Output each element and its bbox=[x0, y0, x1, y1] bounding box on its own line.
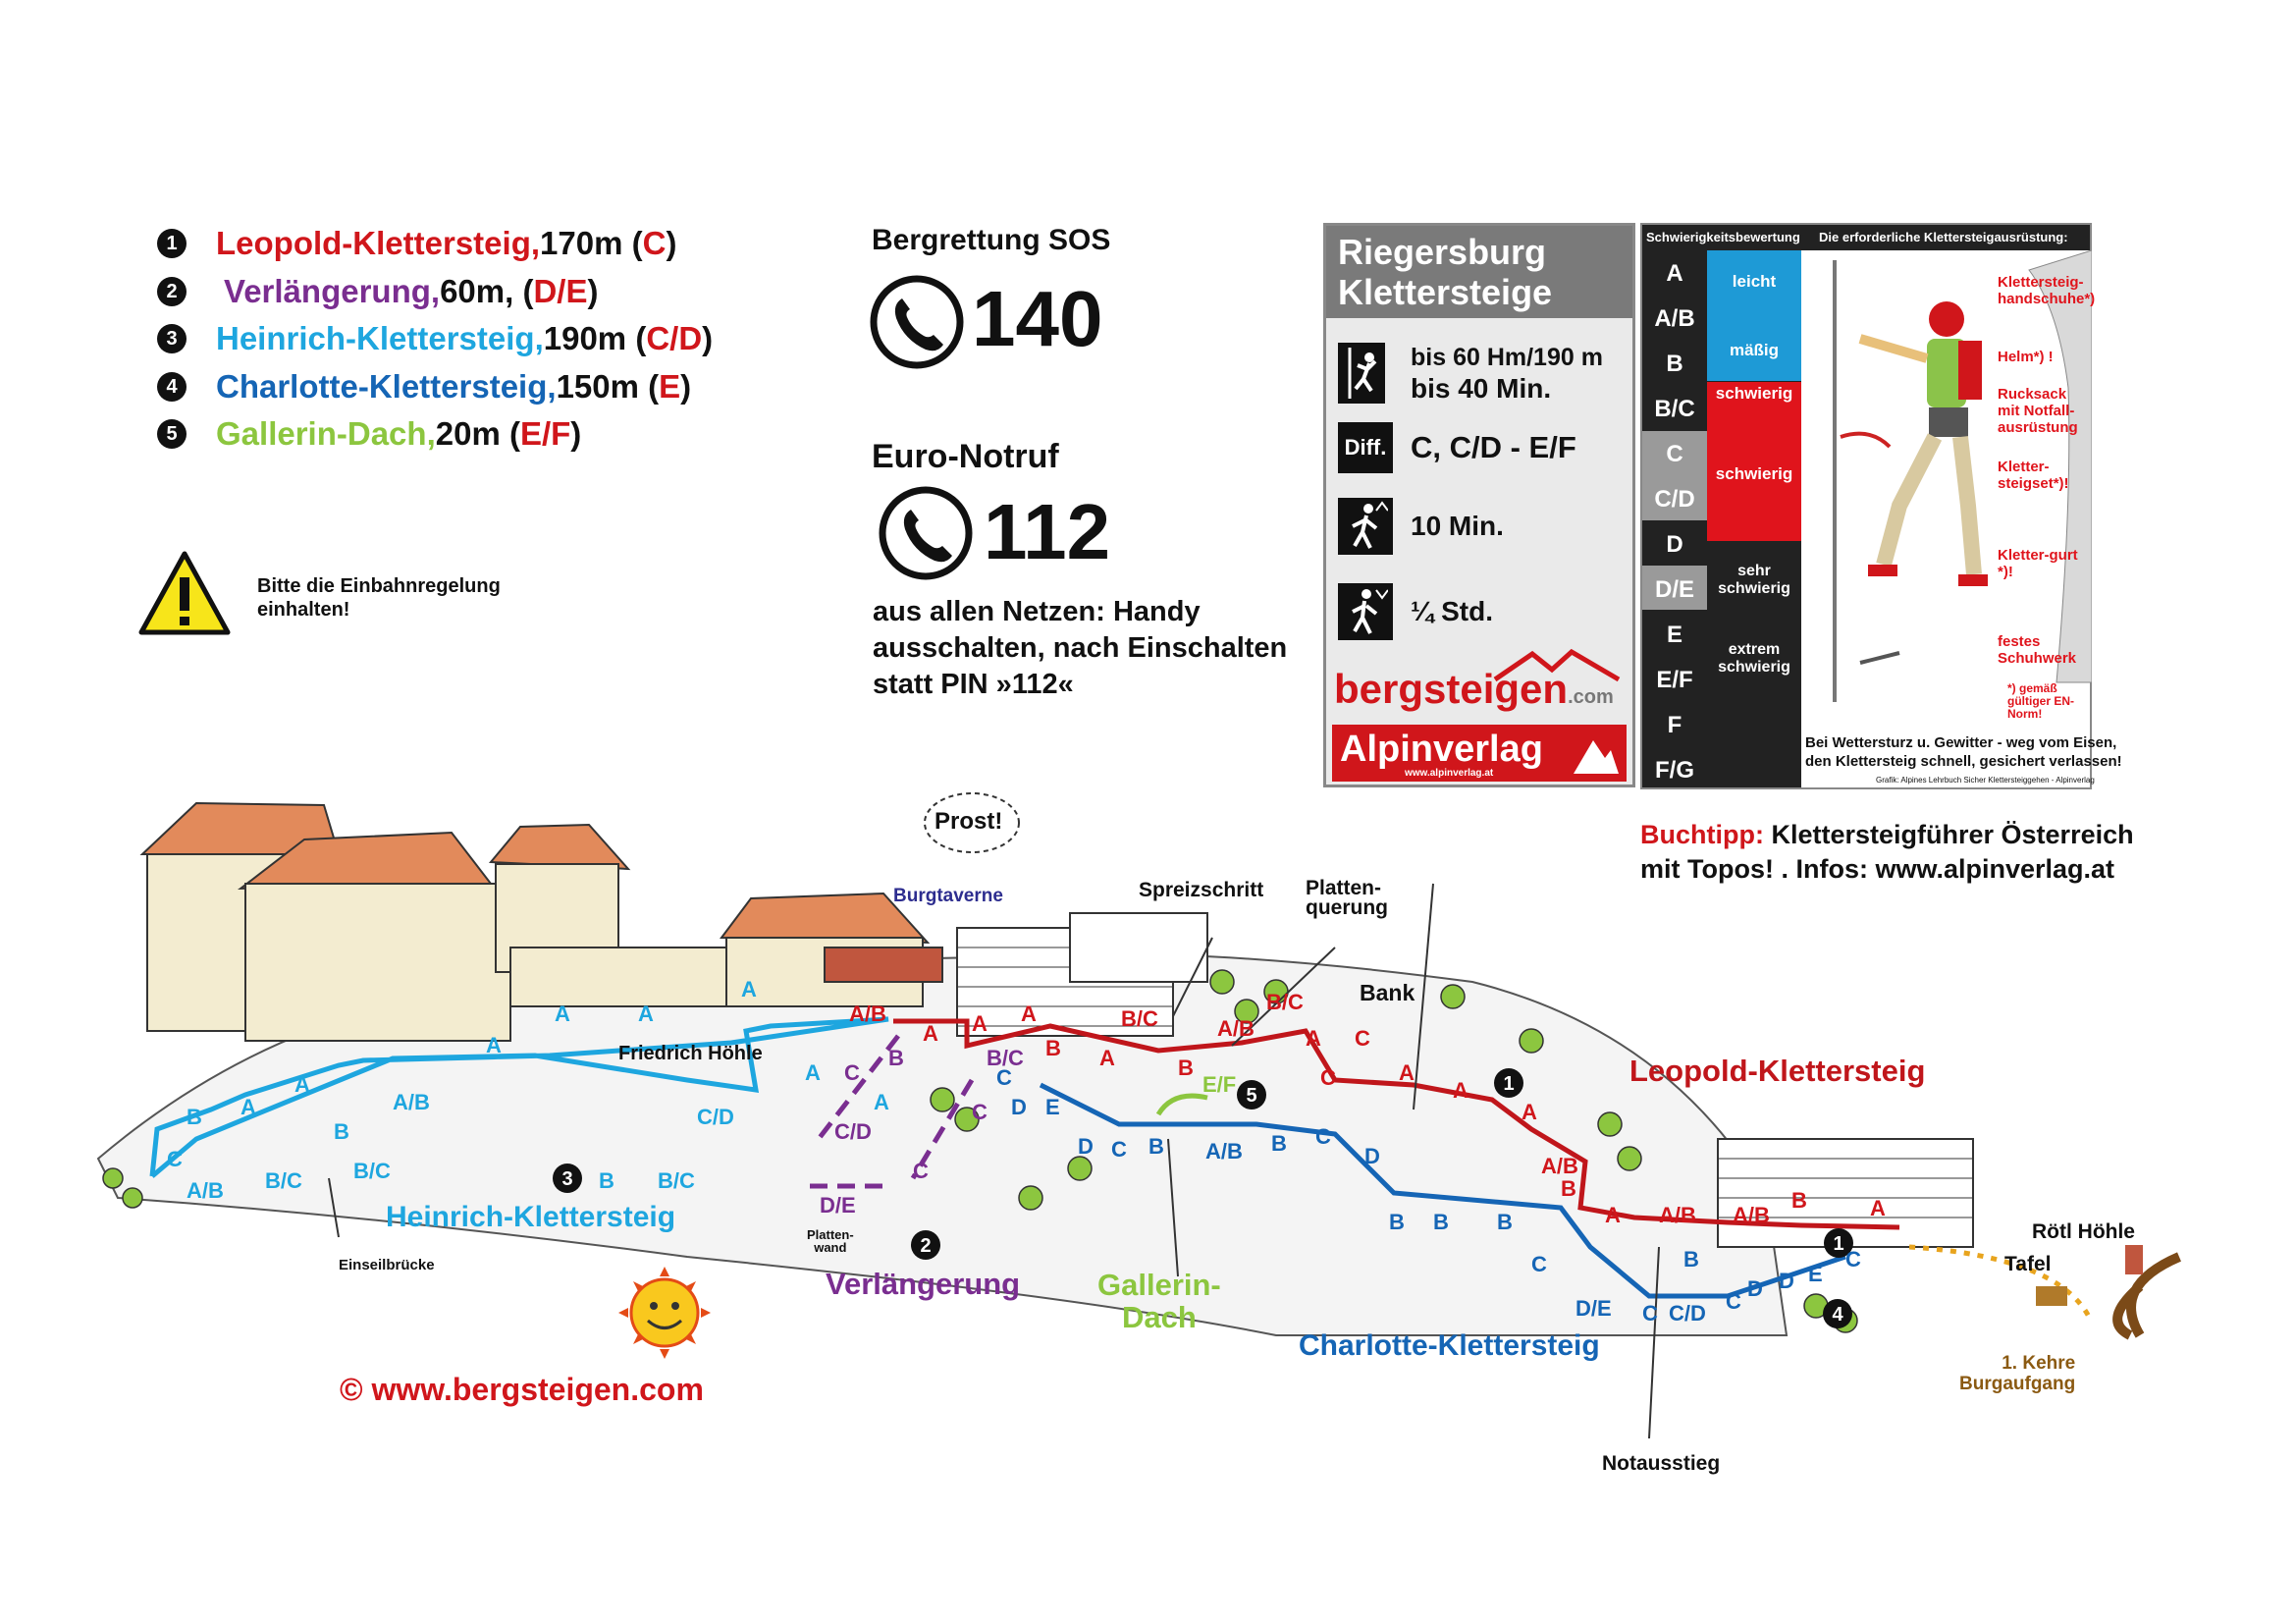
level-label: mäßig bbox=[1729, 341, 1780, 359]
svg-text:B: B bbox=[888, 1046, 904, 1070]
grade-label: B/C bbox=[1654, 396, 1695, 422]
svg-text:A/B: A/B bbox=[849, 1001, 886, 1026]
notice-line: Bitte die Einbahnregelung bbox=[257, 575, 501, 597]
difficulty-panel bbox=[1640, 223, 2122, 789]
label-line: wand bbox=[814, 1240, 847, 1255]
duration-line: bis 40 Min. bbox=[1411, 373, 1552, 404]
svg-text:D: D bbox=[1747, 1276, 1763, 1301]
note-line: ausschalten, nach Einschalten bbox=[873, 632, 1288, 664]
logo-text: bergsteigen bbox=[1334, 666, 1569, 712]
route-length: 60m, ( bbox=[440, 273, 534, 309]
svg-text:C: C bbox=[1355, 1026, 1370, 1051]
svg-text:C: C bbox=[913, 1159, 929, 1183]
svg-text:A/B: A/B bbox=[1659, 1203, 1696, 1227]
svg-text:C: C bbox=[167, 1147, 183, 1171]
gear-set: Kletter-steigset*)! bbox=[1998, 459, 2069, 492]
euro-title: Euro-Notruf bbox=[872, 438, 1059, 475]
level-label: leicht bbox=[1732, 272, 1777, 291]
sos-number: 140 bbox=[972, 275, 1103, 362]
grade-label: F bbox=[1667, 712, 1682, 738]
bracket: ) bbox=[587, 273, 599, 309]
svg-text:A: A bbox=[741, 977, 757, 1001]
gear-note: *) gemäß gültiger EN-Norm! bbox=[2007, 681, 2074, 721]
route-name: Heinrich-Klettersteig, bbox=[216, 320, 544, 356]
svg-text:B: B bbox=[599, 1168, 614, 1193]
label-bank: Bank bbox=[1360, 980, 1415, 1005]
grade-label: A/B bbox=[1654, 305, 1695, 332]
label-friedrich-hoehle: Friedrich Höhle bbox=[618, 1043, 763, 1064]
info-box-title bbox=[1326, 226, 1632, 318]
route-name: Verlängerung, bbox=[224, 273, 441, 309]
label-line: Platten- bbox=[1306, 877, 1382, 899]
svg-text:A: A bbox=[1306, 1026, 1321, 1051]
svg-text:C: C bbox=[996, 1065, 1012, 1090]
title-line: Klettersteige bbox=[1338, 272, 1553, 312]
grade-label: E bbox=[1666, 622, 1682, 648]
route-number-badge: 2 bbox=[157, 277, 187, 306]
level-easy bbox=[1707, 250, 1801, 381]
grade-label: F/G bbox=[1655, 757, 1694, 784]
route-number-badge: 1 bbox=[157, 229, 187, 258]
svg-text:A: A bbox=[486, 1033, 502, 1057]
castle-illustration bbox=[142, 803, 942, 1041]
legend-item-gallerin bbox=[157, 414, 581, 454]
difficulty-row bbox=[1338, 422, 1576, 473]
gear-shoes: festes Schuhwerk bbox=[1998, 633, 2077, 667]
label-einseilbruecke: Einseilbrücke bbox=[339, 1257, 435, 1273]
label-burgtaverne: Burgtaverne bbox=[893, 886, 1003, 906]
grade-label: C bbox=[1666, 441, 1683, 467]
label-line: querung bbox=[1306, 896, 1388, 919]
graphic-credit: Grafik: Alpines Lehrbuch Sicher Klettersteiggehen - Alpinverlag bbox=[1876, 776, 2095, 785]
gear-gloves: Klettersteig-handschuhe*) bbox=[1998, 274, 2096, 307]
label-gallerin-dach bbox=[1097, 1269, 1221, 1333]
svg-text:B: B bbox=[1271, 1131, 1287, 1156]
svg-text:D/E: D/E bbox=[820, 1193, 856, 1218]
route-number-badge: 5 bbox=[157, 419, 187, 449]
route-length: 170m ( bbox=[540, 225, 643, 261]
svg-text:A: A bbox=[638, 1001, 654, 1026]
svg-text:B: B bbox=[187, 1105, 202, 1129]
logo-text: Alpinverlag bbox=[1340, 729, 1543, 770]
svg-text:B: B bbox=[1791, 1188, 1807, 1213]
svg-text:3: 3 bbox=[561, 1168, 573, 1190]
svg-text:D: D bbox=[1779, 1269, 1794, 1293]
svg-text:C: C bbox=[1726, 1289, 1741, 1314]
phone-icon bbox=[868, 273, 966, 371]
sun-icon bbox=[618, 1267, 711, 1359]
svg-text:A: A bbox=[1099, 1046, 1115, 1070]
phone-icon bbox=[877, 484, 975, 582]
euro-number: 112 bbox=[984, 488, 1111, 575]
approach-text: 10 Min. bbox=[1411, 511, 1504, 541]
svg-text:A: A bbox=[874, 1090, 889, 1114]
note-line: aus allen Netzen: Handy bbox=[873, 596, 1201, 627]
label-verlaengerung: Verlängerung bbox=[826, 1267, 1021, 1301]
sos-title: Bergrettung SOS bbox=[872, 224, 1111, 256]
level-difficult bbox=[1707, 382, 1801, 541]
svg-text:A: A bbox=[1399, 1060, 1415, 1085]
svg-text:A/B: A/B bbox=[393, 1090, 430, 1114]
one-way-notice bbox=[257, 574, 501, 622]
sign-icon bbox=[2036, 1286, 2067, 1306]
hiker-down-icon bbox=[1338, 583, 1393, 640]
weather-warning bbox=[1805, 733, 2122, 771]
notice-line: einhalten! bbox=[257, 599, 350, 621]
svg-text:A: A bbox=[1870, 1196, 1886, 1220]
svg-text:5: 5 bbox=[1246, 1085, 1257, 1107]
label-line: Gallerin- bbox=[1097, 1268, 1221, 1302]
difficulty-icon: Diff. bbox=[1338, 422, 1393, 473]
climber-icon bbox=[1338, 343, 1385, 404]
route-grade: E/F bbox=[519, 415, 571, 452]
legend-item-leopold bbox=[157, 224, 676, 263]
grade-label: D bbox=[1666, 531, 1683, 558]
svg-text:C: C bbox=[1531, 1252, 1547, 1276]
svg-text:B: B bbox=[1497, 1210, 1513, 1234]
svg-text:A: A bbox=[240, 1095, 256, 1119]
route-grade: C bbox=[642, 225, 667, 261]
svg-text:1: 1 bbox=[1503, 1073, 1515, 1095]
svg-text:C/D: C/D bbox=[834, 1119, 872, 1144]
svg-text:A: A bbox=[805, 1060, 821, 1085]
warning-line: den Klettersteig schnell, gesichert verlassen! bbox=[1805, 753, 2122, 770]
level-label: schwierig bbox=[1715, 384, 1793, 403]
label-charlotte-route: Charlotte-Klettersteig bbox=[1299, 1329, 1600, 1362]
svg-text:A/B: A/B bbox=[1217, 1016, 1255, 1041]
warning-icon bbox=[137, 550, 232, 636]
roetl-hoehle-icon bbox=[2125, 1245, 2143, 1274]
svg-text:C: C bbox=[972, 1100, 988, 1124]
route-length: 20m ( bbox=[435, 415, 520, 452]
bracket: ) bbox=[570, 415, 582, 452]
label-line: Platten- bbox=[807, 1227, 854, 1242]
label-burgaufgang bbox=[1959, 1353, 2075, 1394]
mountain-logo-icon bbox=[1572, 731, 1621, 776]
svg-text:B/C: B/C bbox=[265, 1168, 302, 1193]
info-box bbox=[1323, 223, 1635, 787]
svg-text:B/C: B/C bbox=[1266, 990, 1304, 1014]
header-right: Die erforderliche Klettersteigausrüstung: bbox=[1819, 230, 2068, 244]
height-text bbox=[1411, 342, 1603, 405]
route-name: Charlotte-Klettersteig, bbox=[216, 368, 557, 405]
copyright-text: © www.bergsteigen.com bbox=[340, 1372, 704, 1407]
svg-text:2: 2 bbox=[920, 1235, 932, 1257]
label-line: Burgaufgang bbox=[1959, 1374, 2076, 1394]
svg-text:A: A bbox=[1522, 1100, 1537, 1124]
route-name: Leopold-Klettersteig, bbox=[216, 225, 541, 261]
svg-text:B: B bbox=[1178, 1056, 1194, 1080]
level-label: schwierig bbox=[1715, 464, 1793, 483]
svg-text:A: A bbox=[972, 1011, 988, 1036]
route-grade: D/E bbox=[533, 273, 588, 309]
label-spreizschritt: Spreizschritt bbox=[1139, 879, 1264, 901]
svg-text:B: B bbox=[1433, 1210, 1449, 1234]
level-label: extrem schwierig bbox=[1718, 641, 1790, 676]
svg-text:A/B: A/B bbox=[187, 1178, 224, 1203]
svg-text:C/D: C/D bbox=[1669, 1301, 1706, 1326]
bracket: ) bbox=[680, 368, 692, 405]
note-line: statt PIN »112« bbox=[873, 669, 1074, 700]
label-plattenquerung bbox=[1306, 879, 1388, 918]
label-notausstieg: Notausstieg bbox=[1602, 1452, 1721, 1475]
book-tip-text: Klettersteigführer Österreich bbox=[1763, 820, 2134, 849]
label-leopold-route: Leopold-Klettersteig bbox=[1629, 1054, 1926, 1088]
svg-text:B/C: B/C bbox=[353, 1159, 391, 1183]
label-roetl-hoehle: Rötl Höhle bbox=[2032, 1220, 2135, 1243]
svg-text:D: D bbox=[1078, 1134, 1094, 1159]
label-plattenwand bbox=[807, 1228, 854, 1254]
svg-text:E: E bbox=[1045, 1095, 1060, 1119]
route-name: Gallerin-Dach, bbox=[216, 415, 436, 452]
svg-text:A/B: A/B bbox=[1733, 1203, 1770, 1227]
legend-item-heinrich bbox=[157, 319, 713, 358]
descent-row bbox=[1338, 583, 1493, 640]
prost-bubble-text: Prost! bbox=[934, 808, 1003, 835]
svg-text:B/C: B/C bbox=[1121, 1006, 1158, 1031]
route-number-badge: 3 bbox=[157, 324, 187, 353]
header-left: Schwierigkeitsbewertung bbox=[1646, 230, 1800, 244]
warning-line: Bei Wettersturz u. Gewitter - weg vom Eisen, bbox=[1805, 734, 2117, 751]
svg-text:B: B bbox=[1561, 1176, 1576, 1201]
emergency-note bbox=[873, 594, 1287, 703]
label-tafel: Tafel bbox=[2004, 1253, 2052, 1275]
grade-label: B bbox=[1666, 351, 1683, 377]
legend-item-verlaengerung bbox=[157, 272, 598, 311]
bergsteigen-logo bbox=[1334, 666, 1614, 713]
svg-text:A: A bbox=[1453, 1078, 1468, 1103]
approach-row bbox=[1338, 498, 1504, 555]
book-tip-text: mit Topos! . Infos: www.alpinverlag.at bbox=[1640, 854, 2115, 884]
gear-helmet: Helm*) ! bbox=[1998, 349, 2054, 365]
gear-harness: Kletter-gurt *)! bbox=[1998, 547, 2078, 580]
svg-text:A: A bbox=[1605, 1203, 1621, 1227]
route-grade: C/D bbox=[646, 320, 703, 356]
label-line: 1. Kehre bbox=[2002, 1353, 2076, 1374]
svg-text:E/F: E/F bbox=[1202, 1072, 1237, 1097]
svg-text:A: A bbox=[555, 1001, 570, 1026]
svg-text:D: D bbox=[1364, 1144, 1380, 1168]
svg-text:C: C bbox=[1320, 1065, 1336, 1090]
svg-text:E: E bbox=[1808, 1262, 1823, 1286]
svg-text:A: A bbox=[1021, 1001, 1037, 1026]
label-line: Dach bbox=[1121, 1300, 1197, 1334]
svg-text:A/B: A/B bbox=[1541, 1154, 1578, 1178]
svg-text:C/D: C/D bbox=[697, 1105, 734, 1129]
legend-item-charlotte bbox=[157, 367, 691, 406]
book-tip-label: Buchtipp: bbox=[1640, 820, 1764, 849]
svg-text:C: C bbox=[1642, 1301, 1658, 1326]
path-burgaufgang bbox=[1909, 1247, 2091, 1321]
label-heinrich-route: Heinrich-Klettersteig bbox=[386, 1201, 676, 1233]
height-line: bis 60 Hm/190 m bbox=[1411, 344, 1603, 371]
svg-text:B: B bbox=[1389, 1210, 1405, 1234]
descent-text: ¼ Std. bbox=[1411, 596, 1494, 626]
route-length: 190m ( bbox=[543, 320, 647, 356]
svg-text:C: C bbox=[1845, 1247, 1861, 1272]
alpinverlag-logo bbox=[1332, 725, 1627, 782]
svg-text:A: A bbox=[923, 1021, 938, 1046]
grade-label: D/E bbox=[1654, 576, 1694, 603]
svg-text:B: B bbox=[334, 1119, 349, 1144]
svg-text:D: D bbox=[1011, 1095, 1027, 1119]
route-number-badge: 4 bbox=[157, 372, 187, 402]
title-line: Riegersburg bbox=[1338, 232, 1547, 272]
logo-suffix: .com bbox=[1568, 686, 1614, 708]
svg-text:A/B: A/B bbox=[1205, 1139, 1243, 1164]
bracket: ) bbox=[702, 320, 714, 356]
bracket: ) bbox=[666, 225, 677, 261]
svg-text:B: B bbox=[1045, 1036, 1061, 1060]
route-length: 150m ( bbox=[556, 368, 660, 405]
svg-text:D/E: D/E bbox=[1575, 1296, 1612, 1321]
grade-label: C/D bbox=[1654, 486, 1695, 513]
gear-backpack: Rucksack mit Notfall-ausrüstung bbox=[1998, 386, 2078, 436]
route-grade: E bbox=[659, 368, 681, 405]
level-label: sehr schwierig bbox=[1718, 563, 1790, 597]
panel-header bbox=[1642, 225, 2090, 250]
svg-text:B/C: B/C bbox=[987, 1046, 1024, 1070]
svg-text:B/C: B/C bbox=[658, 1168, 695, 1193]
svg-text:B: B bbox=[1683, 1247, 1699, 1272]
svg-text:A: A bbox=[294, 1072, 310, 1097]
grade-label: E/F bbox=[1656, 667, 1693, 693]
svg-text:4: 4 bbox=[1832, 1304, 1843, 1326]
logo-url: www.alpinverlag.at bbox=[1405, 768, 1494, 779]
hiker-up-icon bbox=[1338, 498, 1393, 555]
svg-text:C: C bbox=[844, 1060, 860, 1085]
height-row bbox=[1338, 342, 1603, 405]
svg-text:B: B bbox=[1148, 1134, 1164, 1159]
svg-text:C: C bbox=[1111, 1137, 1127, 1162]
difficulty-text: C, C/D - E/F bbox=[1411, 430, 1576, 464]
grade-label: A bbox=[1666, 260, 1683, 287]
svg-text:1: 1 bbox=[1833, 1233, 1844, 1255]
svg-text:C: C bbox=[1315, 1124, 1331, 1149]
